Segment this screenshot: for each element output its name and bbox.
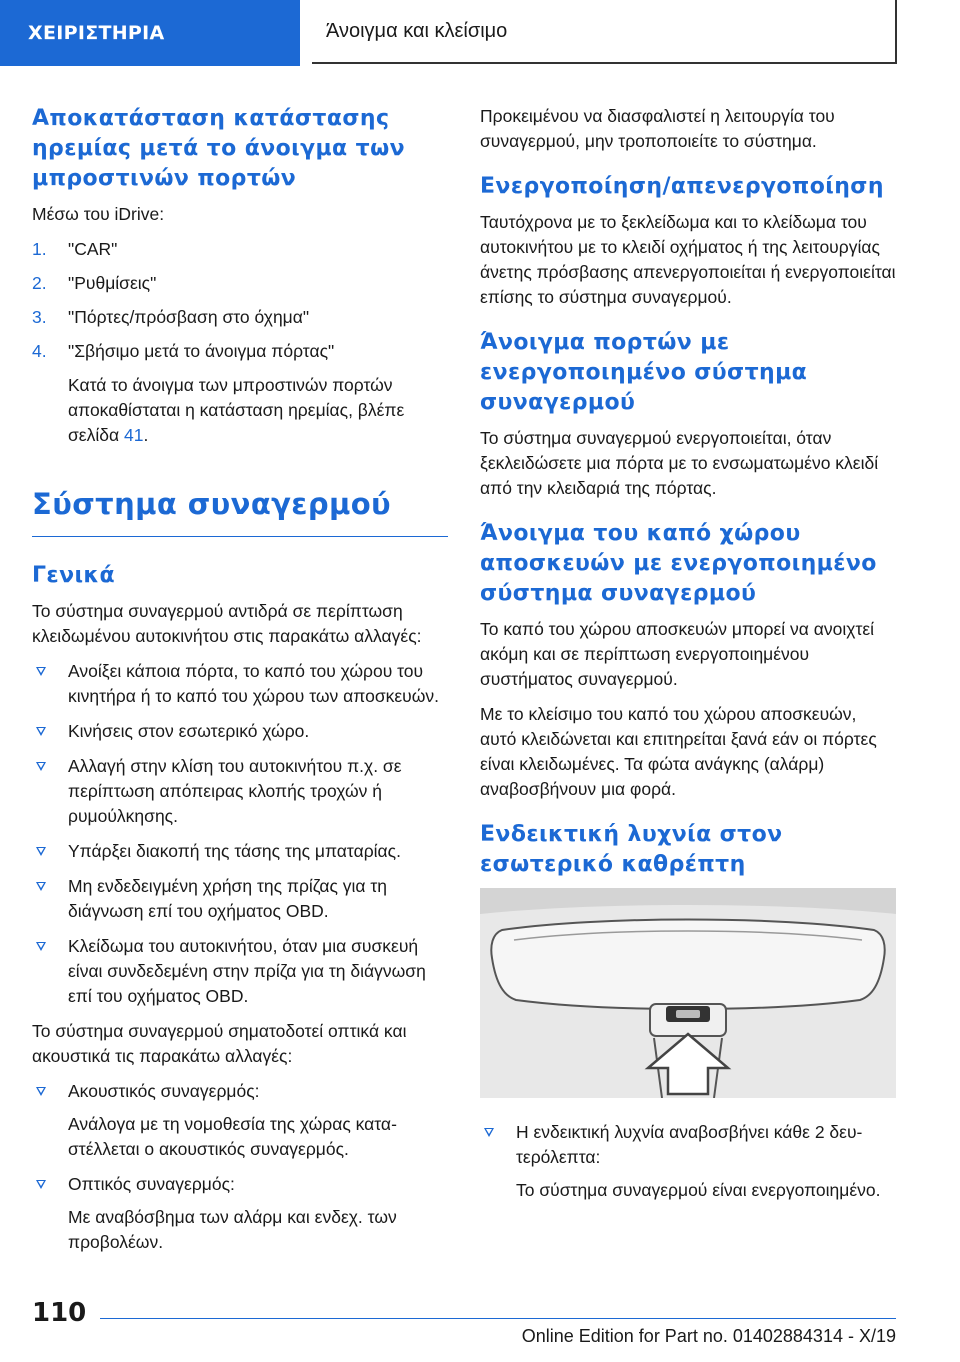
step-text: "Ρυθμίσεις" [68, 273, 157, 293]
step-text: "CAR" [68, 239, 118, 259]
signal-detail: Με αναβόσβημα των αλάρμ και ενδεχ. των προβολέων. [68, 1207, 397, 1252]
trigger-item [32, 934, 448, 1009]
activation-heading: Ενεργοποίηση/απενεργοποίηση [480, 174, 884, 199]
step-item [32, 339, 448, 364]
step-text: "Σβήσιμο μετά το άνοιγμα πόρτας" [68, 341, 335, 361]
step-item [32, 271, 448, 296]
triggers-list [32, 659, 448, 1009]
trigger-text: Κινήσεις στον εσωτερικό χώρο. [68, 721, 310, 741]
triangle-bullet-icon [36, 762, 46, 771]
step-number: 1. [32, 239, 47, 259]
step-item [32, 305, 448, 330]
step-text: "Πόρτες/πρόσβαση στο όχημα" [68, 307, 310, 327]
triangle-bullet-icon [36, 667, 46, 676]
signal-detail: Ανάλογα με τη νομοθεσία της χώρας καταστέλλεται ο ακουστικός συναγερμός. [68, 1114, 397, 1159]
door-text: Το σύστημα συναγερμού ενεργοποιείται, όταν ξεκλειδώσετε μια πόρτα με το ενσωματωμένο κλειδί από την κλειδαριά της πόρτας. [480, 428, 879, 498]
right-column [480, 104, 896, 1213]
trigger-text: Ανοίξει κάποια πόρτα, το καπό του χώρου του κινητήρα ή το καπό του χώρου των αποσκευών. [68, 661, 440, 706]
indicator-item [480, 1120, 896, 1203]
section-tab: ΧΕΙΡΙΣΤΗΡΙΑ [0, 0, 300, 66]
general-intro: Το σύστημα συναγερμού αντιδρά σε περίπτωση κλειδωμένου αυτοκινήτου στις παρακάτω αλλαγές: [32, 601, 422, 646]
signal-item [32, 1079, 448, 1162]
indicator-detail: Το σύστημα συναγερμού είναι ενεργοποιημένο. [516, 1180, 881, 1200]
restore-note-end: . [143, 425, 149, 445]
trigger-item [32, 659, 448, 709]
activation-text: Ταυτόχρονα με το ξεκλείδωμα και το κλείδωμα του αυτοκινήτου με το κλειδί οχήματος ή της λειτουργίας άνετης πρόσβασης απενεργοποιείται ή ενεργοποιείται επίσης το σύστημα συναγερμού. [480, 212, 896, 307]
trigger-item [32, 874, 448, 924]
restore-note-text: Κατά το άνοιγμα των μπροστινών πορτών αποκαθίσταται η κατάσταση ηρεμίας, βλέπε σελίδα [68, 375, 405, 445]
indicator-item-text: Η ενδεικτική λυχνία αναβοσβήνει κάθε 2 δευτερόλεπτα: [516, 1122, 863, 1167]
trunk-text-1: Το καπό του χώρου αποσκευών μπορεί να ανοιχτεί ακόμη και σε περίπτωση ενεργοποιημένου συστήματος συναγερμού. [480, 619, 875, 689]
page-number: 110 [32, 1298, 87, 1328]
restore-intro: Μέσω του iDrive: [32, 204, 165, 224]
trunk-text-2: Με το κλείσιμο του καπό του χώρου αποσκευών, αυτό κλειδώνεται και επιτηρείται ξανά εάν οι πόρτες είναι κλειδωμένες. Τα φώτα ανάγκης (αλάρμ) αναβοσβήνουν μια φορά. [480, 704, 877, 799]
steps-list [32, 237, 448, 364]
door-heading: Άνοιγμα πορτών με ενεργοποιημένο σύστημα συναγερμού [480, 330, 808, 415]
triangle-bullet-icon [484, 1128, 494, 1137]
triangle-bullet-icon [36, 1180, 46, 1189]
footer-divider [100, 1318, 896, 1319]
restore-heading: Αποκατάσταση κατάστασης ηρεμίας μετά το άνοιγμα των μπροστινών πορτών [32, 106, 405, 191]
signal-item [32, 1172, 448, 1255]
signal-label: Ακουστικός συναγερμός: [68, 1081, 260, 1101]
trigger-item [32, 754, 448, 829]
alarm-chapter-heading: Σύστημα συναγερμού [32, 486, 448, 537]
signal-intro: Το σύστημα συναγερμού σηματοδοτεί οπτικά και ακουστικά τις παρακάτω αλλαγές: [32, 1021, 407, 1066]
triangle-bullet-icon [36, 942, 46, 951]
trunk-heading: Άνοιγμα του καπό χώρου αποσκευών με ενεργοποιημένο σύστημα συναγερμού [480, 521, 877, 606]
step-number: 2. [32, 273, 47, 293]
restore-note [32, 373, 448, 448]
trigger-item [32, 839, 448, 864]
edition-footer: Online Edition for Part no. 01402884314 - X/19 [521, 1326, 896, 1346]
trigger-text: Μη ενδεδειγμένη χρήση της πρίζας για τη διάγνωση επί του οχήματος OBD. [68, 876, 388, 921]
general-heading: Γενικά [32, 563, 115, 588]
trigger-text: Υπάρξει διακοπή της τάσης της μπαταρίας. [68, 841, 401, 861]
step-number: 3. [32, 307, 47, 327]
triangle-bullet-icon [36, 727, 46, 736]
indicator-heading: Ενδεικτική λυχνία στον εσωτερικό καθρέπτη [480, 822, 783, 877]
step-number: 4. [32, 341, 47, 361]
system-warning-text: Προκειμένου να διασφαλιστεί η λειτουργία του συναγερμού, μην τροποποιείτε το σύστημα. [480, 106, 835, 151]
signal-label: Οπτικός συναγερμός: [68, 1174, 235, 1194]
step-item [32, 237, 448, 262]
triangle-bullet-icon [36, 1087, 46, 1096]
indicator-list [480, 1120, 896, 1203]
page-reference-link[interactable]: 41 [123, 425, 144, 445]
left-column [32, 104, 448, 1265]
trigger-text: Αλλαγή στην κλίση του αυτοκινήτου π.χ. σε περίπτωση απόπειρας κλοπής τροχών ή ρυμούλκησης. [68, 756, 402, 826]
trigger-item [32, 719, 448, 744]
triangle-bullet-icon [36, 847, 46, 856]
trigger-text: Κλείδωμα του αυτοκινήτου, όταν μια συσκευή είναι συνδεδεμένη στην πρίζα για τη διάγνωση επί του οχήματος OBD. [68, 936, 426, 1006]
signals-list [32, 1079, 448, 1255]
rearview-mirror-illustration [480, 888, 896, 1098]
chapter-title: Άνοιγμα και κλείσιμο [312, 0, 897, 64]
triangle-bullet-icon [36, 882, 46, 891]
